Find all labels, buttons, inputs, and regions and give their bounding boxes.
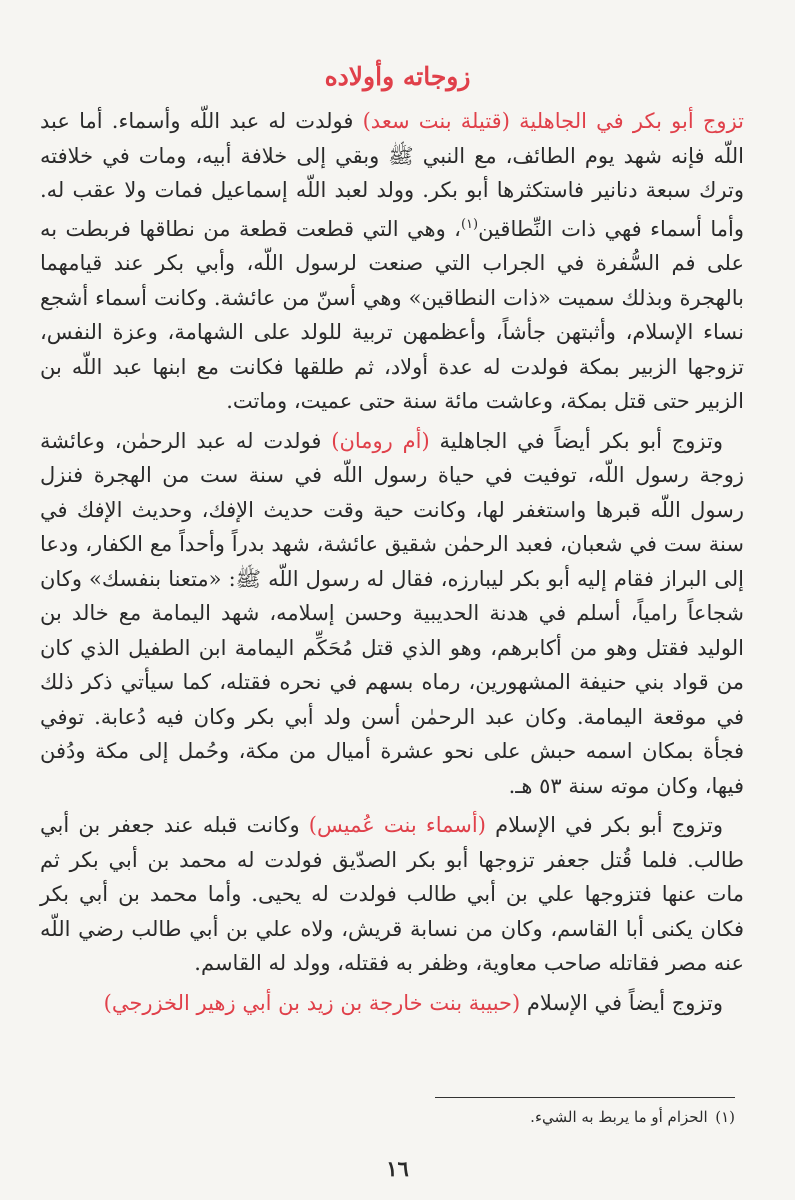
p3-wife-name: (أسماء بنت عُميس) (308, 813, 486, 837)
paragraph-1 (40, 104, 744, 419)
p3-lead: وتزوج أبو بكر في الإسلام (485, 813, 723, 837)
p1-wife-name: (قتيلة بنت سعد) (362, 109, 510, 133)
footnote-mark: (١) (715, 1108, 735, 1126)
p2-wife-name: (أم رومان) (331, 428, 430, 453)
footnote-text: الحزام أو ما يربط به الشيء. (530, 1108, 708, 1126)
page-number: ١٦ (386, 1156, 409, 1181)
p1-text: فولدت له عبد اللّه وأسماء. أما عبد اللّه فإنه شهد يوم الطائف، مع النبي ﷺ وبقي إلى خلافة أبيه، ومات في خلافته وترك سبعة دنانير فاستكثرها أبو بكر. وولد لعبد اللّه إسماعيل فمات ولا عقب له. وأما أسماء فهي ذات النِّطاقين (40, 109, 744, 241)
p4-lead: وتزوج أيضاً في الإسلام (520, 990, 723, 1015)
paragraph-2 (40, 424, 744, 804)
footnote-reference: (١) (460, 216, 479, 232)
paragraph-4 (40, 986, 744, 1021)
footnote (335, 1108, 735, 1126)
footnote-divider (435, 1097, 735, 1098)
section-title: زوجاته وأولاده (324, 62, 471, 91)
p1-lead: تزوج أبو بكر في الجاهلية (509, 109, 745, 133)
p1-text-continued: ، وهي التي قطعت قطعة من نطاقها فربطت به على فم السُّفرة في الجراب التي صنعت لرسول اللّه، وأبي بكر عند قيامهما بالهجرة وبذلك سميت «ذات النطاقين» وهي أسنّ من عائشة. وكانت أسماء أشجع نساء الإسلام، وأثبتهن جأشاً، وأعظمهن تربية للولد على الشهامة، وعزة النفس، تزوجها الزبير بمكة فولدت له عدة أولاد، ثم طلقها فكانت مع ابنها عبد اللّه بن الزبير حتى قتل بمكة، وعاشت مائة سنة حتى عميت، وماتت. (40, 216, 744, 413)
paragraph-3 (40, 808, 744, 981)
p2-text: فولدت له عبد الرحمٰن، وعائشة زوجة رسول اللّه، توفيت في حياة رسول اللّه في سنة ست من الهجرة فنزل رسول اللّه قبرها واستغفر لها، وكانت حية وقت حديث الإفك، وحديث الإفك في سنة ست في شعبان، فعبد الرحمٰن شقيق عائشة، شهد بدراً وأحداً مع الكفار، ودعا إلى البراز فقام إليه أبو بكر ليبارزه، فقال له رسول اللّه ﷺ: «متعنا بنفسك» وكان شجاعاً رامياً، أسلم في هدنة الحديبية وحسن إسلامه، شهد اليمامة مع خالد بن الوليد فقتل وهو من أكابرهم، وهو الذي قتل مُحَكِّم اليمامة ابن الطفيل الذي كان من قواد بني حنيفة المشهورين، رماه بسهم في نحره فقتله، كما سيأتي ذكر ذلك في موقعة اليمامة. وكان عبد الرحمٰن أسن ولد أبي بكر وكان فيه دُعابة. توفي فجأة بمكان اسمه حبش على نحو عشرة أميال من مكة، وحُمل إلى مكة ودُفن فيها، وكان موته سنة ٥٣ هـ. (40, 428, 744, 798)
main-text (40, 104, 744, 1020)
p2-lead: وتزوج أبو بكر أيضاً في الجاهلية (429, 428, 723, 453)
p3-text: وكانت قبله عند جعفر بن أبي طالب. فلما قُتل جعفر تزوجها أبو بكر الصدّيق فولدت له محمد بن أبي بكر ثم مات عنها فتزوجها علي بن أبي طالب فولدت له يحيى. وأما محمد بن أبي بكر فكان يكنى أبا القاسم، وكان من نسابة قريش، ولاه علي بن أبي طالب رضي اللّه عنه مصر فقاتله صاحب معاوية، وظفر به فقتله، وولد له القاسم. (40, 813, 744, 975)
p4-wife-name: (حبيبة بنت خارجة بن زيد بن أبي زهير الخزرجي) (103, 990, 521, 1015)
